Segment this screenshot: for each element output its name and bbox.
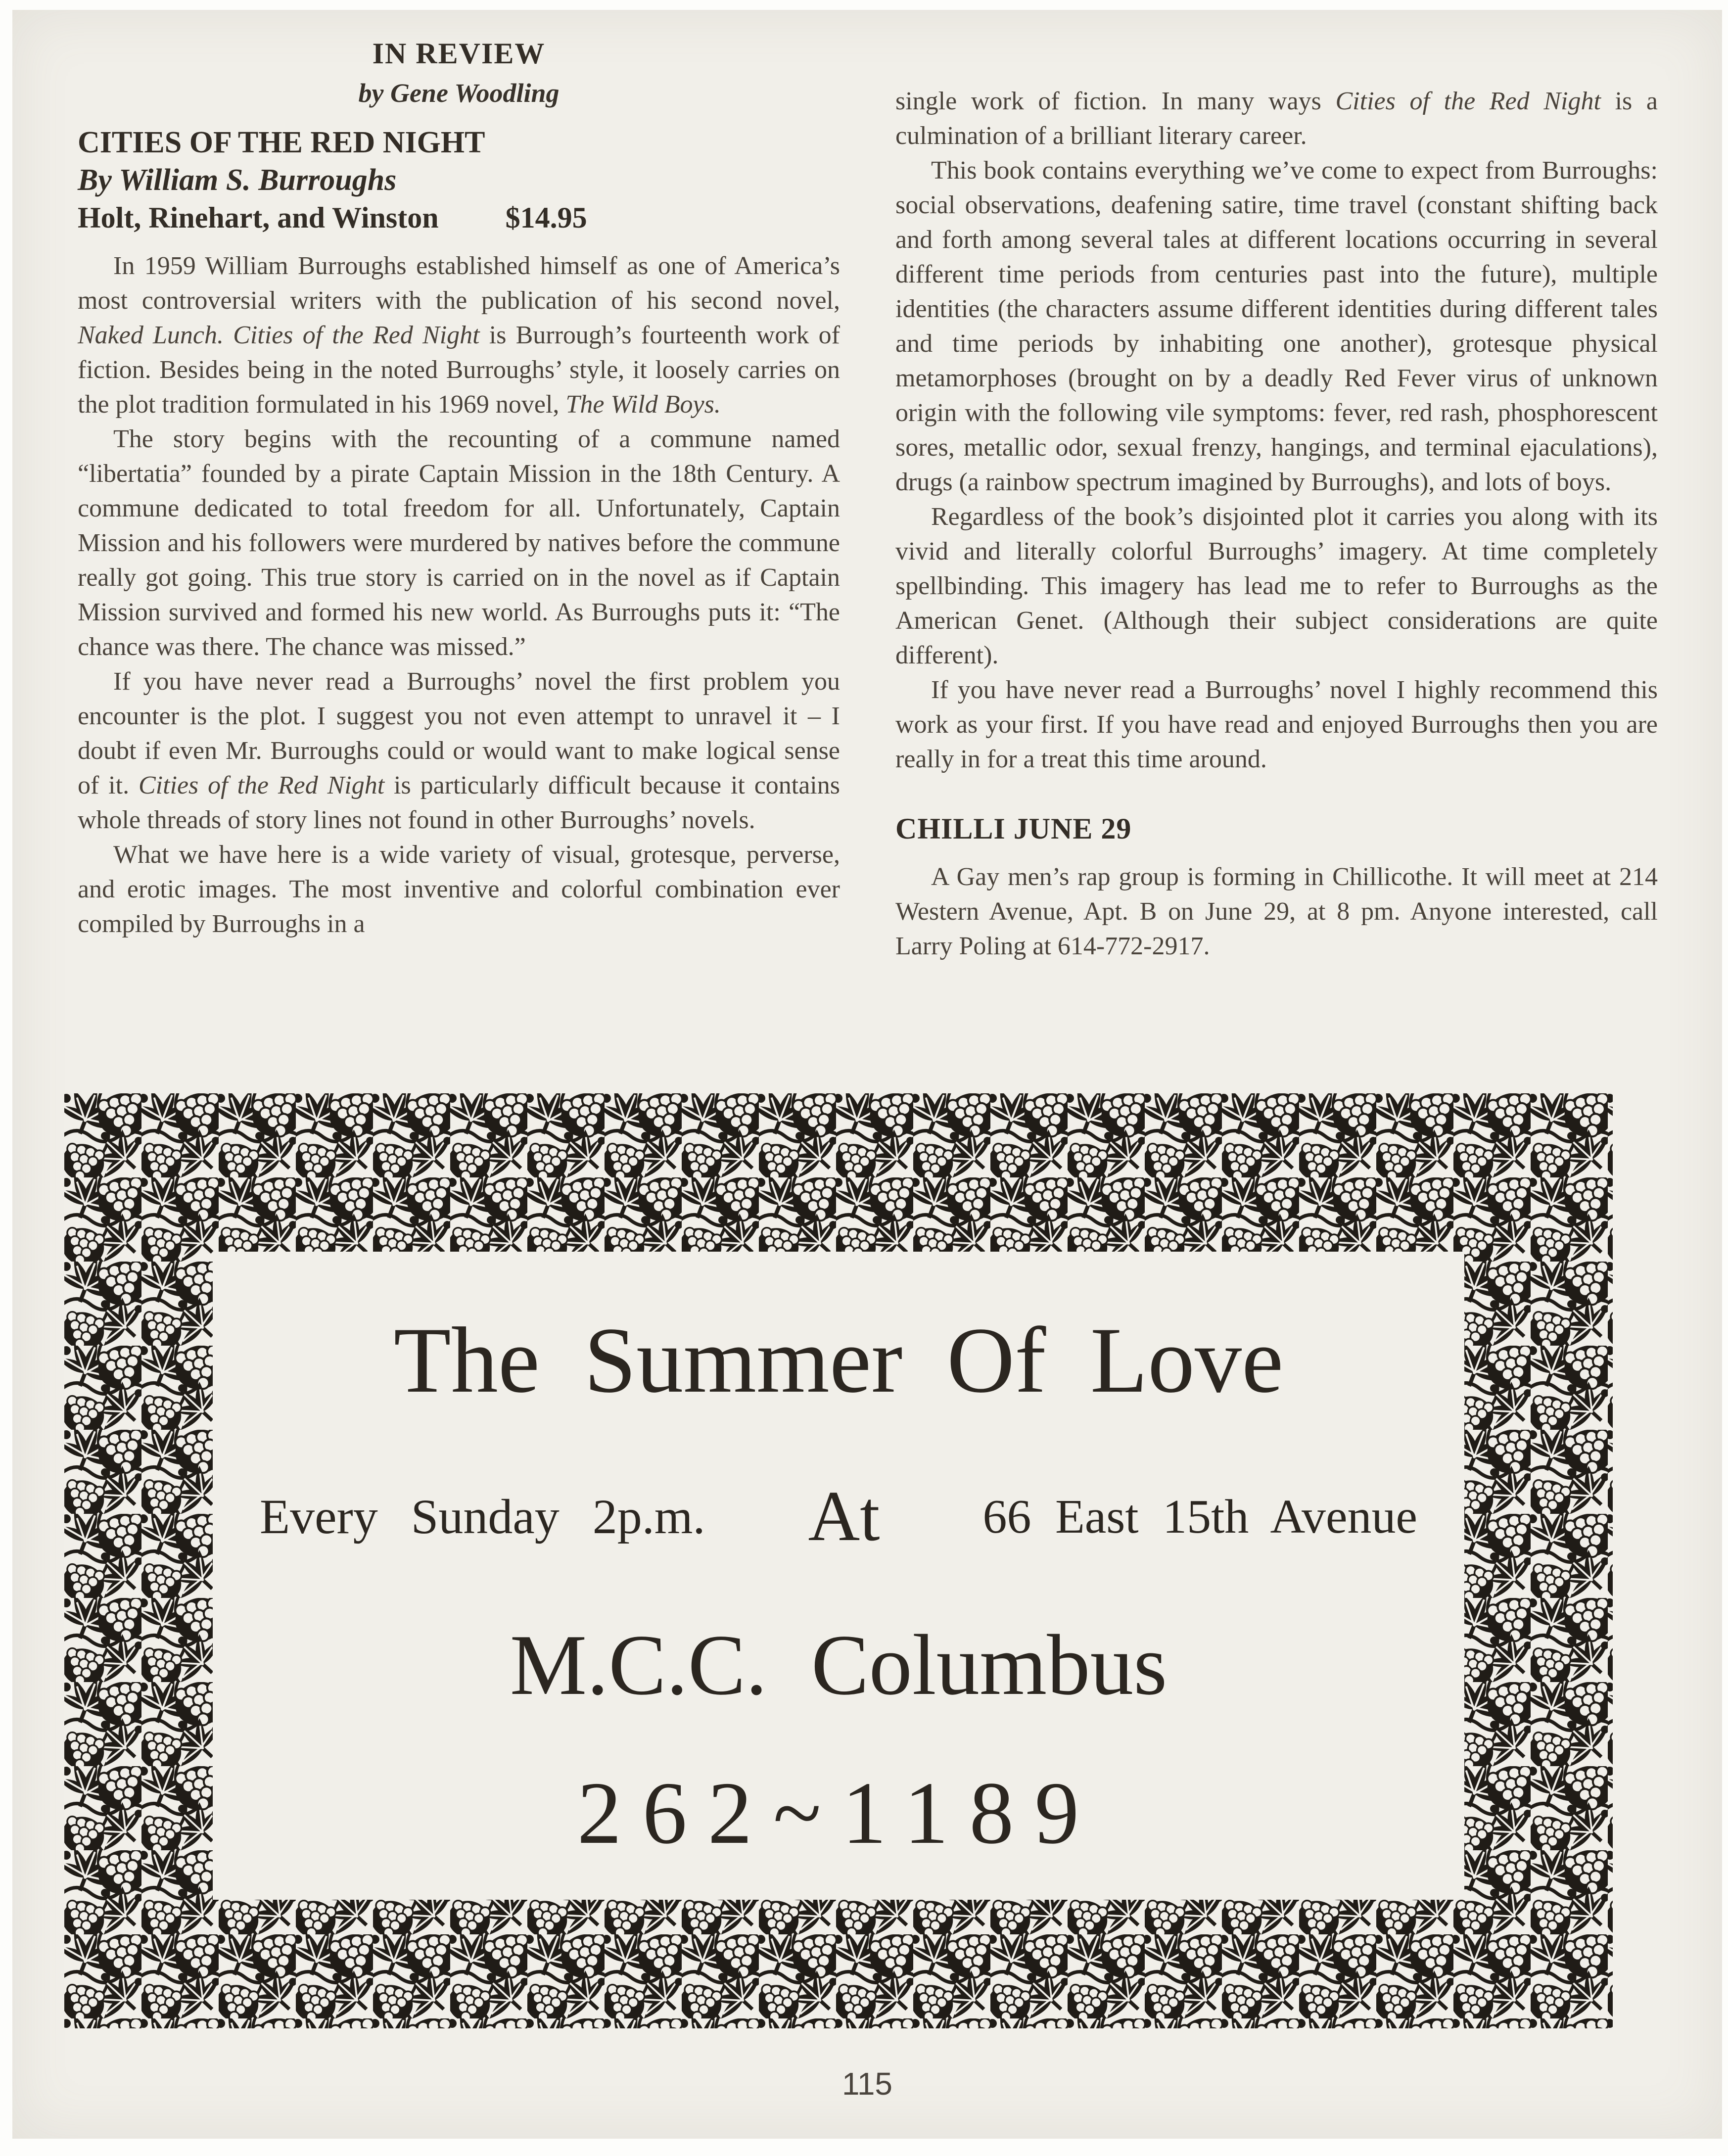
chilli-heading: CHILLI JUNE 29: [895, 812, 1132, 845]
review-paragraph-5: [895, 84, 1658, 153]
border-top-band: [64, 1093, 1613, 1252]
ad-at-word: At: [808, 1477, 880, 1556]
book-title: CITIES OF THE RED NIGHT: [78, 126, 485, 159]
review-paragraph-1: [78, 249, 840, 422]
ad-phone: 262~1189: [577, 1764, 1100, 1862]
text-segment: is Burrough’s fourteenth work of fiction. Besides being in the noted Burroughs’ style, it loosely carries on the plot tradition formulated in his 1969 novel,: [78, 321, 840, 419]
ad-address: 66 East 15th Avenue: [982, 1490, 1417, 1544]
book-title-italic: The Wild Boys.: [565, 390, 721, 419]
ad-schedule-row: [213, 1477, 1464, 1556]
book-title-italic: Cities of the Red Night: [1335, 87, 1601, 115]
text-segment: is particularly difficult because it contains whole threads of story lines not found in other Burroughs’ novels.: [78, 771, 840, 834]
publisher: Holt, Rinehart, and Winston: [78, 201, 439, 234]
border-right-band: [1464, 1093, 1613, 2028]
border-left-band: [64, 1093, 213, 2028]
text-segment: If you have never read a Burroughs’ novel the first problem you encounter is the plot. I suggest you not even attempt to unravel it – I doubt if even Mr. Burroughs could or would want to make logical sense of it.: [78, 667, 840, 799]
chilli-body: A Gay men’s rap group is forming in Chillicothe. It will meet at 214 Western Avenue, Apt. B on June 29, at 8 pm. Anyone interested, call Larry Poling at 614-772-2917.: [895, 863, 1658, 960]
text-segment: In 1959 William Burroughs established himself as one of America’s most controversial writers with the publication of his second novel,: [78, 252, 840, 315]
review-paragraph-7: Regardless of the book’s disjointed plot it carries you along with its vivid and literally colorful Burroughs’ imagery. At time completely spellbinding. This imagery has lead me to refer to Burroughs as the American Genet. (Although their subject considerations are quite different).: [895, 503, 1658, 669]
section-title: IN REVIEW: [372, 37, 546, 70]
ad-content: [213, 1252, 1464, 1900]
byline: by Gene Woodling: [358, 78, 560, 108]
ad-venue: M.C.C. Columbus: [510, 1617, 1168, 1713]
article-columns: [12, 10, 1722, 1093]
price: $14.95: [505, 201, 587, 234]
book-title-italic: Cities of the Red Night: [138, 771, 385, 799]
book-title-italic: Naked Lunch. Cities of the Red Night: [78, 321, 480, 349]
review-paragraph-3: [78, 664, 840, 838]
text-segment: single work of fiction. In many ways: [895, 87, 1336, 115]
review-paragraph-2: The story begins with the recounting of a commune named “libertatia” founded by a pirate Captain Mission in the 18th Century. A commune dedicated to total freedom for all. Unfortunately, Captain Mission and his followers were murdered by natives before the commune really got going. This true story is carried on in the novel as if Captain Mission survived and formed his new world. As Burroughs puts it: “The chance was there. The chance was missed.”: [78, 425, 840, 661]
review-paragraph-4: What we have here is a wide variety of visual, grotesque, perverse, and erotic images. The most inventive and colorful combination ever compiled by Burroughs in a: [78, 841, 840, 938]
ad-schedule: Every Sunday 2p.m.: [260, 1489, 705, 1544]
page-number: 115: [841, 2066, 893, 2102]
publisher-price-line: [78, 200, 840, 235]
ad-summer-of-love: [64, 1093, 1613, 2028]
scanned-page: [12, 10, 1722, 2139]
border-bottom-band: [64, 1900, 1613, 2028]
ad-title: The Summer Of Love: [393, 1309, 1284, 1412]
text-segment: is a culmination of a brilliant literary career.: [895, 87, 1658, 150]
review-paragraph-8: If you have never read a Burroughs’ novel I highly recommend this work as your first. If you have read and enjoyed Burroughs then you are really in for a treat this time around.: [895, 676, 1658, 773]
left-column: [78, 37, 840, 1093]
right-column: [895, 37, 1658, 1093]
book-author: By William S. Burroughs: [78, 163, 397, 197]
review-paragraph-6: This book contains everything we’ve come to expect from Burroughs: social observations, deafening satire, time travel (constant shifting back and forth among several tales at different locations occurring in several different time periods from centuries past into the future), multiple identities (the characters assume different identities during different tales and time periods by inhabiting one another), grotesque physical metamorphoses (brought on by a deadly Red Fever virus of unknown origin with the following vile symptoms: fever, red rash, phosphorescent sores, metallic odor, sexual frenzy, hangings, and terminal ejaculations), drugs (a rainbow spectrum imagined by Burroughs), and lots of boys.: [895, 156, 1658, 496]
